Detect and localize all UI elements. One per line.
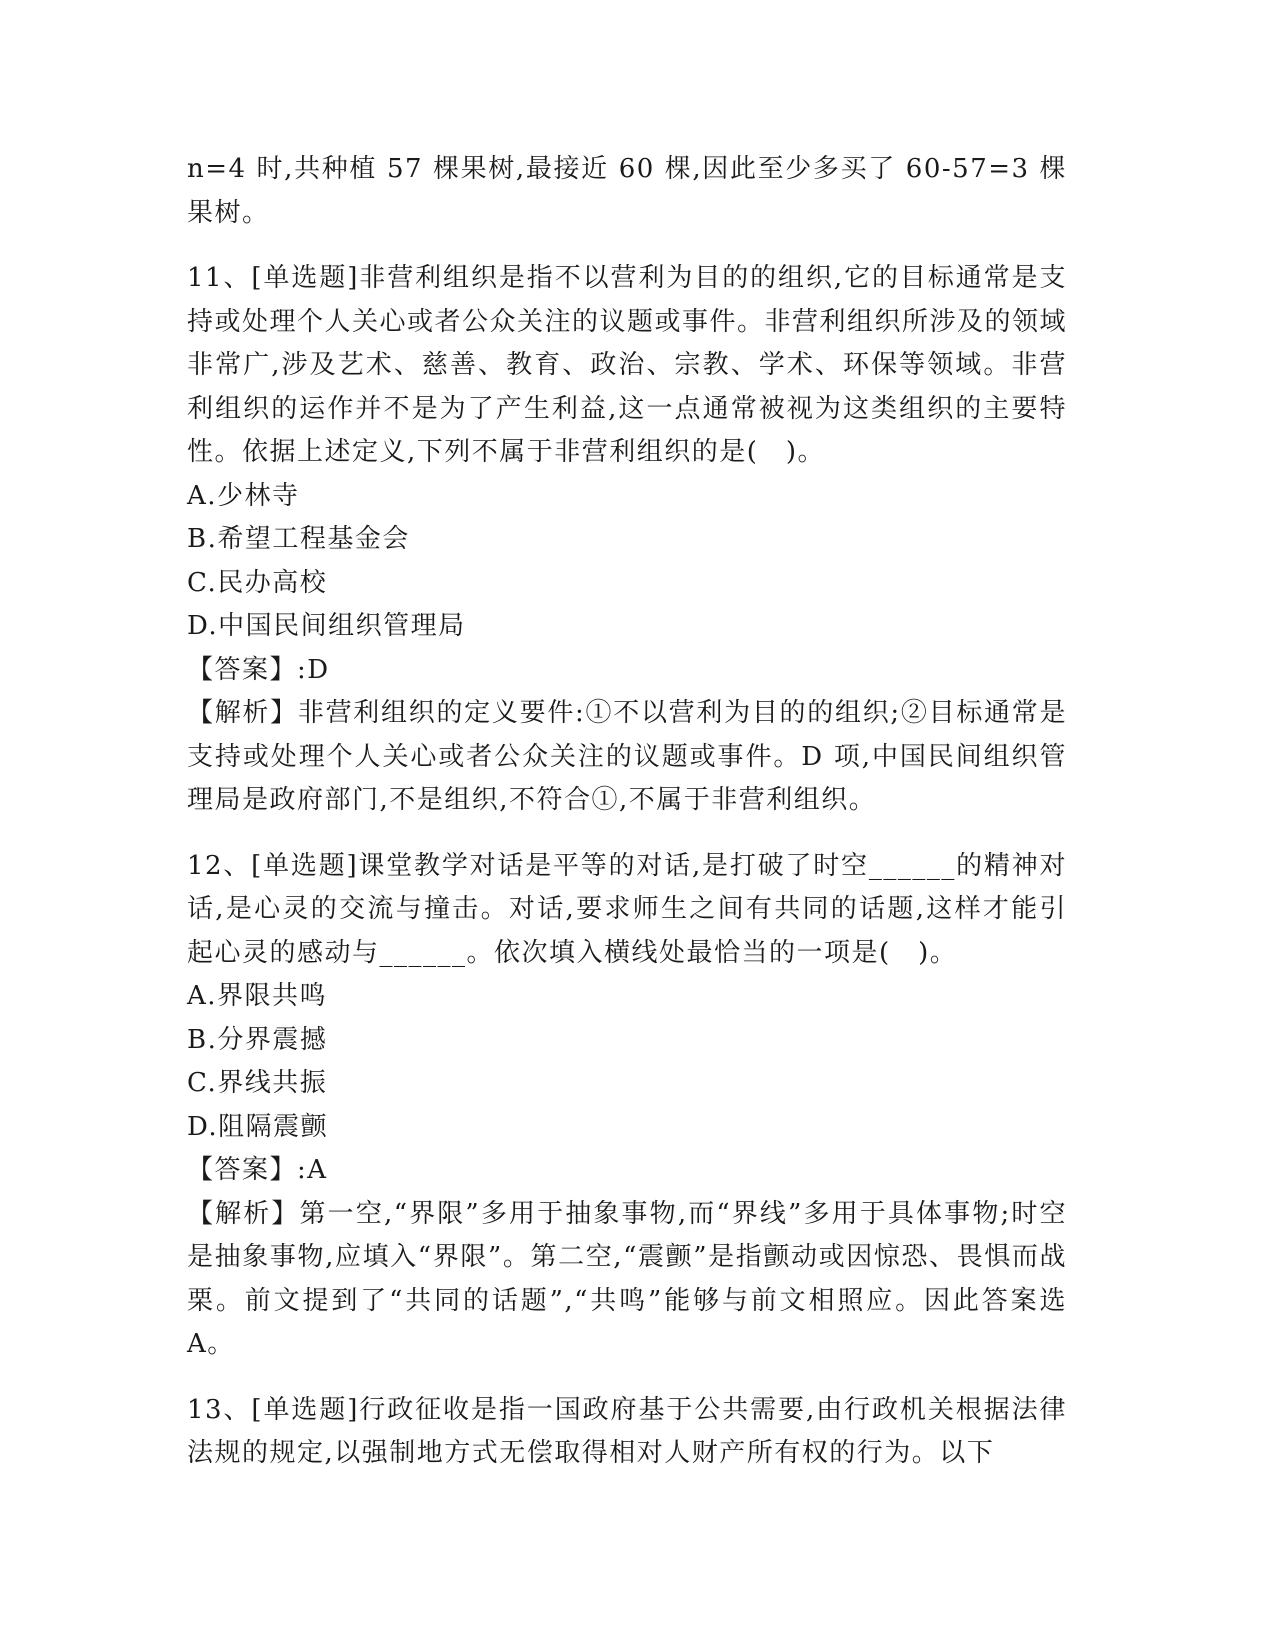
paragraph-gap (187, 1367, 1067, 1389)
option-b: B.分界震撼 (187, 1024, 328, 1055)
option-c: C.界线共振 (187, 1068, 328, 1098)
question-13 (187, 1389, 1067, 1476)
question-stem: 12、[单选题]课堂教学对话是平等的对话,是打破了时空______的精神对话,是心灵的交流与撞击。对话,要求师生之间有共同的话题,这样才能引起心灵的感动与______。依次填入横线处最恰当的一项是( )。 (187, 850, 1067, 968)
analysis-paragraph: 【解析】第一空,“界限”多用于抽象事物,而“界线”多用于具体事物;时空是抽象事物,应填入“界限”。第二空,“震颤”是指颤动或因惊恐、畏惧而战栗。前文提到了“共同的话题”,“共鸣”能够与前文相照应。因此答案选 A。 (187, 1198, 1067, 1359)
option-b: B.希望工程基金会 (187, 524, 410, 554)
question-stem: 11、[单选题]非营利组织是指不以营利为目的的组织,它的目标通常是支持或处理个人关心或者公众关注的议题或事件。非营利组织所涉及的领域非常广,涉及艺术、慈善、教育、政治、宗教、学术、环保等领域。非营利组织的运作并不是为了产生利益,这一点通常被视为这类组织的主要特性。依据上述定义,下列不属于非营利组织的是( )。 (187, 263, 1068, 467)
option-a: A.少林寺 (187, 480, 300, 511)
analysis-paragraph: 【解析】非营利组织的定义要件:①不以营利为目的的组织;②目标通常是支持或处理个人关心或者公众关注的议题或事件。D 项,中国民间组织管理局是政府部门,不是组织,不符合①,不属于非营利组织。 (187, 698, 1067, 815)
option-a: A.界限共鸣 (187, 981, 328, 1011)
paragraph-gap (187, 235, 1067, 257)
question-stem: 13、[单选题]行政征收是指一国政府基于公共需要,由行政机关根据法律法规的规定,以强制地方式无偿取得相对人财产所有权的行为。以下 (187, 1394, 1067, 1468)
question-11 (187, 257, 1067, 823)
document-page (187, 148, 1067, 1476)
carryover-paragraph: n=4 时,共种植 57 棵果树,最接近 60 棵,因此至少多买了 60-57=3 棵果树。 (187, 154, 1067, 228)
option-d: D.中国民间组织管理局 (187, 611, 466, 641)
option-c: C.民办高校 (187, 567, 328, 598)
answer-line: 【答案】:D (187, 654, 330, 685)
option-d: D.阻隔震颤 (187, 1111, 329, 1142)
paragraph-gap (187, 823, 1067, 845)
answer-line: 【答案】:A (187, 1155, 328, 1185)
question-12 (187, 845, 1067, 1367)
